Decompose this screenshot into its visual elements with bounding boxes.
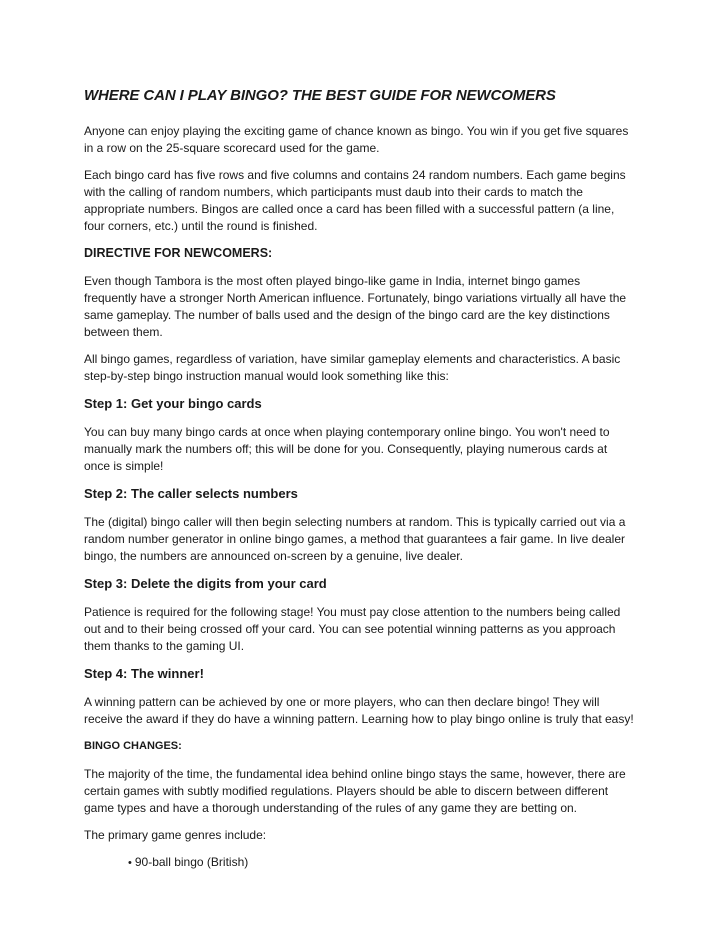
directive-heading: DIRECTIVE FOR NEWCOMERS: <box>84 246 273 260</box>
genre-label: 90-ball bingo (British) <box>134 855 249 869</box>
genre-list <box>84 854 636 872</box>
changes-paragraph-1: The majority of the time, the fundamental idea behind online bingo stays the same, however, there are certain games with subtly modified regulations. Players should be able to discern between different game types and have a thorough understanding of the rules of any game they are betting on. <box>84 767 626 815</box>
step-3-text: Patience is required for the following stage! You must pay close attention to the numbers being called out and to their being crossed off your card. You can see potential winning patterns as you approach them thanks to the gaming UI. <box>84 605 621 653</box>
directive-paragraph-1: Even though Tambora is the most often played bingo-like game in India, internet bingo games frequently have a stronger North American influence. Fortunately, bingo variations virtually all have the same gameplay. The number of balls used and the design of the bingo card are the key distinctions between them. <box>84 274 627 339</box>
step-4-text: A winning pattern can be achieved by one or more players, who can then declare bingo! They will receive the award if they do have a winning pattern. Learning how to play bingo online is truly that easy! <box>84 695 634 726</box>
changes-paragraph-2: The primary game genres include: <box>84 828 267 842</box>
changes-heading: BINGO CHANGES: <box>84 740 182 752</box>
step-2-heading: Step 2: The caller selects numbers <box>84 486 298 501</box>
step-3-heading: Step 3: Delete the digits from your card <box>84 576 327 591</box>
bullet-icon: • <box>128 857 132 869</box>
step-1-text: You can buy many bingo cards at once when playing contemporary online bingo. You won't need to manually mark the numbers off; this will be done for you. Consequently, playing numerous cards at once is simple! <box>84 425 610 473</box>
step-4-heading: Step 4: The winner! <box>84 666 204 681</box>
document-title: WHERE CAN I PLAY BINGO? THE BEST GUIDE FOR NEWCOMERS <box>84 87 556 104</box>
step-2-text: The (digital) bingo caller will then begin selecting numbers at random. This is typically carried out via a random number generator in online bingo games, a method that guarantees a fair game. In live dealer bingo, the numbers are announced on-screen by a genuine, live dealer. <box>84 515 626 563</box>
intro-paragraph-2: Each bingo card has five rows and five columns and contains 24 random numbers. Each game begins with the calling of random numbers, which participants must daub into their cards to match the appropriate numbers. Bingos are called once a card has been filled with a successful pattern (a line, four corners, etc.) until the round is finished. <box>84 168 626 233</box>
directive-paragraph-2: All bingo games, regardless of variation, have similar gameplay elements and characteristics. A basic step-by-step bingo instruction manual would look something like this: <box>84 352 621 383</box>
step-1-heading: Step 1: Get your bingo cards <box>84 396 262 411</box>
document-page <box>84 86 636 872</box>
list-item <box>128 854 636 872</box>
intro-paragraph-1: Anyone can enjoy playing the exciting game of chance known as bingo. You win if you get five squares in a row on the 25-square scorecard used for the game. <box>84 124 629 155</box>
